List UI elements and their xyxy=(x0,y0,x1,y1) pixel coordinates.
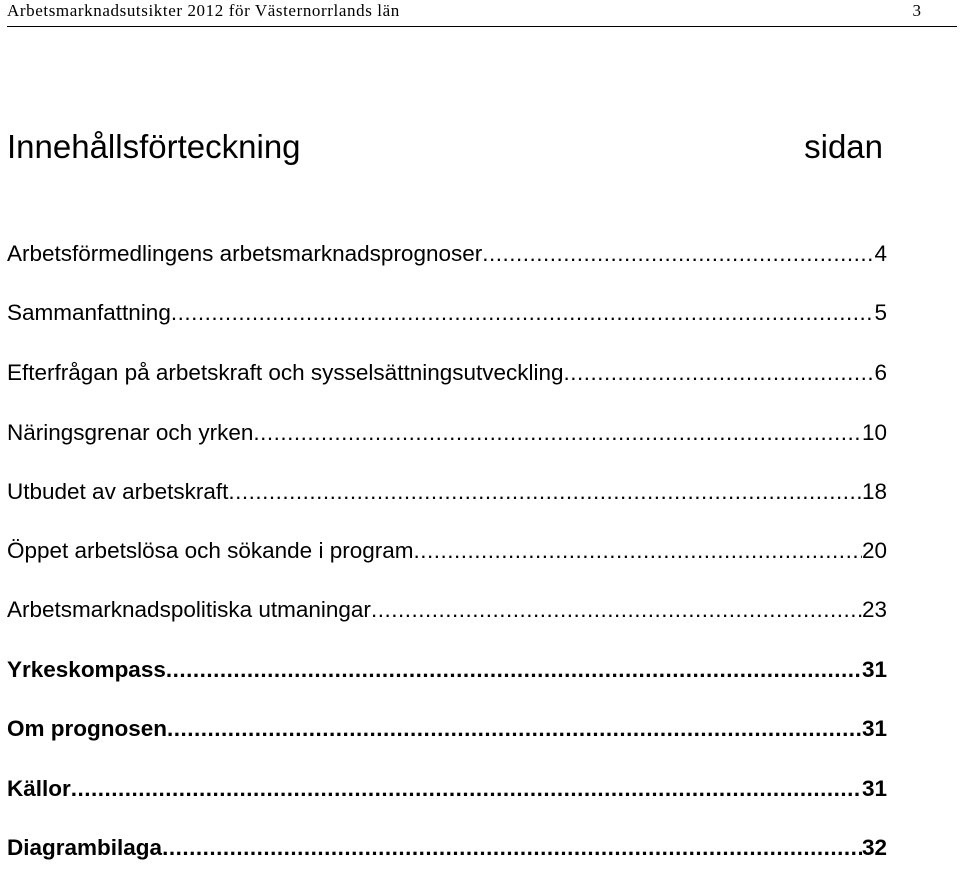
header-title: Arbetsmarknadsutsikter 2012 för Västernorrlands län xyxy=(7,1,400,20)
toc-entry-title: Öppet arbetslösa och sökande i program xyxy=(7,538,414,563)
toc-entry-yrkeskompass[interactable] xyxy=(7,657,887,689)
toc-dot-leader xyxy=(413,538,861,564)
toc-dot-leader xyxy=(167,716,862,742)
toc-entry-page: 31 xyxy=(861,776,887,801)
page-header xyxy=(7,0,957,27)
toc-entry-title: Källor xyxy=(7,776,71,801)
toc-entry-arbetsmarknadsprognoser[interactable] xyxy=(7,241,887,273)
toc-heading: Innehållsförteckning xyxy=(7,128,301,165)
toc-dot-leader xyxy=(162,835,862,861)
toc-entry-page: 4 xyxy=(874,241,887,266)
toc-dot-leader xyxy=(228,479,862,505)
toc-entry-page: 10 xyxy=(861,420,887,445)
toc-entry-utbudet[interactable] xyxy=(7,479,887,511)
toc-entry-title: Arbetsförmedlingens arbetsmarknadsprognoser xyxy=(7,241,483,266)
toc-entry-page: 31 xyxy=(861,716,887,741)
toc-entry-title: Yrkeskompass xyxy=(7,657,166,682)
toc-entry-title: Utbudet av arbetskraft xyxy=(7,479,229,504)
toc-entry-title: Sammanfattning xyxy=(7,300,171,325)
toc-dot-leader xyxy=(253,420,862,446)
toc-entry-page: 32 xyxy=(861,835,887,860)
toc-entry-oppet-arbetslosa[interactable] xyxy=(7,538,887,570)
toc-entry-page: 6 xyxy=(874,360,887,385)
toc-dot-leader xyxy=(171,300,875,326)
toc-dot-leader xyxy=(564,360,875,386)
toc-page-column-label: sidan xyxy=(804,128,883,165)
toc-entry-page: 5 xyxy=(874,300,887,325)
toc-entry-page: 18 xyxy=(861,479,887,504)
toc-entry-om-prognosen[interactable] xyxy=(7,716,887,748)
toc-dot-leader xyxy=(71,776,862,802)
toc-entry-title: Näringsgrenar och yrken xyxy=(7,420,254,445)
toc-entry-kallor[interactable] xyxy=(7,776,887,808)
toc-entry-title: Om prognosen xyxy=(7,716,168,741)
toc-entry-title: Efterfrågan på arbetskraft och sysselsättningsutveckling xyxy=(7,360,564,385)
toc-dot-leader xyxy=(371,597,862,623)
toc-entry-efterfragan[interactable] xyxy=(7,360,887,392)
toc-entry-page: 20 xyxy=(861,538,887,563)
toc-entry-diagrambilaga[interactable] xyxy=(7,835,887,867)
toc-entry-page: 23 xyxy=(861,597,887,622)
toc-dot-leader xyxy=(166,657,862,683)
toc-entry-arbetsmarknadspolitiska[interactable] xyxy=(7,597,887,629)
toc-entry-sammanfattning[interactable] xyxy=(7,300,887,332)
toc-dot-leader xyxy=(482,241,874,267)
toc-entry-page: 31 xyxy=(861,657,887,682)
toc-entry-naringsgrenar[interactable] xyxy=(7,420,887,452)
toc-entry-title: Arbetsmarknadspolitiska utmaningar xyxy=(7,597,371,622)
toc-entry-title: Diagrambilaga xyxy=(7,835,163,860)
header-page-number: 3 xyxy=(912,1,921,20)
